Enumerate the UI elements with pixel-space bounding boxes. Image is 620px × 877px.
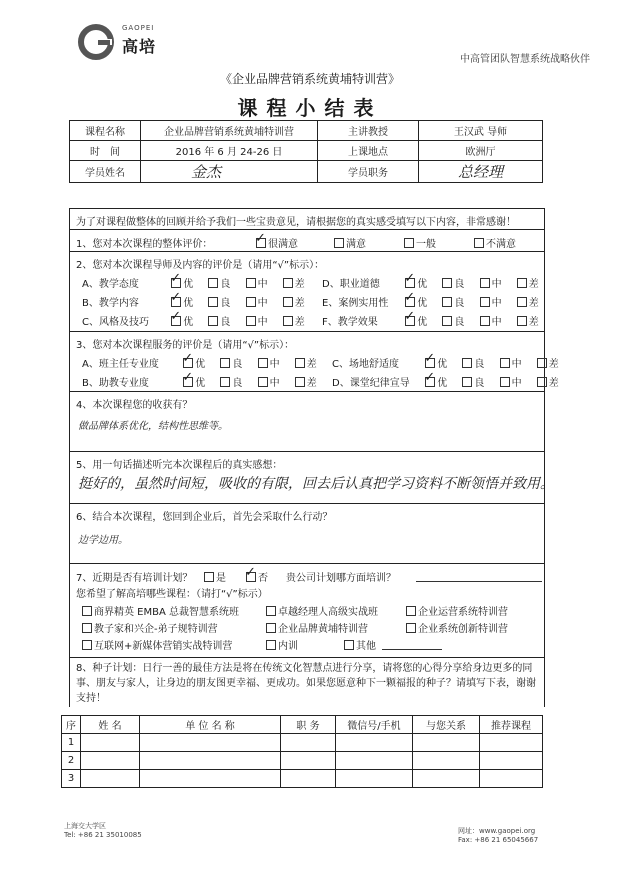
q7-no-option[interactable]: ✓ 否	[246, 569, 268, 584]
info-table	[69, 120, 543, 183]
rating-option[interactable]: 良	[442, 279, 464, 290]
table-cell[interactable]	[480, 770, 543, 788]
table-cell[interactable]	[480, 752, 543, 770]
course-option[interactable]: 内训	[266, 637, 298, 652]
table-cell[interactable]	[480, 734, 543, 752]
course-option[interactable]: 企业运营系统特训营	[406, 603, 508, 618]
checkbox-icon[interactable]	[344, 640, 354, 650]
position-handwritten: 总经理	[457, 163, 503, 181]
q1-option-unsatisfied[interactable]: 不满意	[474, 235, 516, 250]
rating-option[interactable]: 中	[246, 279, 268, 290]
rating-option[interactable]: ✓ 优	[425, 359, 447, 370]
q8-block	[70, 657, 544, 707]
checkbox-checked-icon[interactable]	[183, 358, 193, 368]
rating-option[interactable]: 良	[462, 359, 484, 370]
checkbox-icon[interactable]	[246, 297, 256, 307]
table-row	[62, 734, 543, 752]
rating-option[interactable]: 良	[208, 298, 230, 309]
q1-row	[70, 229, 544, 252]
rating-option[interactable]: ✓ 优	[183, 359, 205, 370]
table-cell[interactable]	[140, 770, 281, 788]
checkbox-icon[interactable]	[246, 316, 256, 326]
rating-option[interactable]: 良	[220, 378, 242, 389]
q6-label: 6、结合本次课程，您回到企业后，首先会采取什么行动？	[76, 512, 333, 523]
checkbox-icon[interactable]	[500, 377, 510, 387]
q2-label: 2、您对本次课程导师及内容的评价是（请用“√”标示）：	[76, 260, 325, 271]
q1-option-satisfied[interactable]: 满意	[334, 235, 366, 250]
rating-option[interactable]: ✓ 优	[183, 378, 205, 389]
q4-answer-handwritten: 做品牌体系优化，结构性思维等。	[78, 421, 228, 432]
checkbox-icon[interactable]	[480, 297, 490, 307]
table-cell[interactable]	[336, 734, 413, 752]
rating-option[interactable]: 良	[220, 359, 242, 370]
table-row	[62, 770, 543, 788]
rating-row	[332, 355, 559, 370]
course-option[interactable]: 企业系统创新特训营	[406, 620, 508, 635]
col-header: 与您关系	[413, 716, 480, 734]
table-row	[62, 752, 543, 770]
row-number: 2	[62, 752, 81, 770]
rating-option[interactable]: 差	[283, 317, 305, 328]
q7-plan-blank[interactable]	[416, 571, 542, 582]
rating-row	[82, 275, 305, 290]
checkbox-icon[interactable]	[258, 358, 268, 368]
course-subtitle: 《企业品牌营销系统黄埔特训营》	[219, 72, 400, 86]
q7-block	[70, 563, 544, 658]
rating-option[interactable]: 良	[208, 279, 230, 290]
position-label: 学员职务	[318, 161, 419, 183]
checkbox-icon[interactable]	[208, 297, 218, 307]
rating-option[interactable]: 中	[480, 317, 502, 328]
rating-row	[82, 294, 305, 309]
checkbox-icon[interactable]	[442, 316, 452, 326]
checkbox-icon[interactable]	[283, 297, 293, 307]
q3-block	[70, 331, 559, 392]
share-table	[61, 715, 543, 788]
table-cell[interactable]	[281, 770, 336, 788]
time-label: 时 间	[70, 141, 141, 161]
checkbox-icon[interactable]	[246, 278, 256, 288]
q7-plan-label: 贵公司计划哪方面培训？	[286, 573, 396, 584]
checkbox-checked-icon[interactable]	[171, 297, 181, 307]
q3-item-label: C、场地舒适度	[332, 359, 399, 370]
checkbox-icon[interactable]	[82, 623, 92, 633]
checkbox-icon[interactable]	[517, 316, 527, 326]
checkbox-icon[interactable]	[266, 640, 276, 650]
checkbox-icon[interactable]	[266, 606, 276, 616]
q5-block	[70, 451, 554, 504]
student-name-label: 学员姓名	[70, 161, 141, 183]
course-name-label: 课程名称	[70, 121, 141, 141]
table-cell[interactable]	[413, 734, 480, 752]
checkbox-icon[interactable]	[204, 572, 214, 582]
checkbox-icon[interactable]	[295, 358, 305, 368]
checkbox-icon[interactable]	[406, 606, 416, 616]
checkbox-icon[interactable]	[480, 316, 490, 326]
brand-english: GAOPEI	[122, 24, 155, 32]
table-cell[interactable]	[413, 752, 480, 770]
rating-option[interactable]: 良	[442, 298, 464, 309]
checkbox-icon[interactable]	[462, 377, 472, 387]
instructor-label: 主讲教授	[318, 121, 419, 141]
checkbox-icon[interactable]	[220, 377, 230, 387]
rating-option[interactable]: 中	[258, 378, 280, 389]
checkbox-checked-icon[interactable]	[425, 377, 435, 387]
q2-block	[70, 251, 544, 332]
table-cell[interactable]	[81, 770, 140, 788]
q6-answer-handwritten: 边学边用。	[78, 535, 128, 546]
checkbox-checked-icon[interactable]	[256, 238, 266, 248]
rating-option[interactable]: 差	[517, 298, 539, 309]
checkbox-checked-icon[interactable]	[405, 316, 415, 326]
course-option[interactable]: 企业品牌黄埔特训营	[266, 620, 368, 635]
footer-website: 网址：www.gaopei.org	[458, 827, 536, 835]
checkbox-checked-icon[interactable]	[246, 572, 256, 582]
rating-option[interactable]: ✓ 优	[171, 279, 193, 290]
q2-item-label: D、职业道德	[322, 279, 380, 290]
other-blank[interactable]	[382, 639, 442, 650]
col-header: 推荐课程	[480, 716, 543, 734]
q2-item-label: B、教学内容	[82, 298, 139, 309]
location-label: 上课地点	[318, 141, 419, 161]
rating-option[interactable]: 中	[480, 279, 502, 290]
table-cell[interactable]	[81, 752, 140, 770]
checkbox-icon[interactable]	[266, 623, 276, 633]
course-option[interactable]: 商界精英 EMBA 总裁智慧系统班	[82, 603, 239, 618]
checkbox-icon[interactable]	[537, 377, 547, 387]
rating-option[interactable]: 中	[258, 359, 280, 370]
checkbox-icon[interactable]	[442, 278, 452, 288]
table-cell[interactable]	[281, 752, 336, 770]
checkbox-icon[interactable]	[537, 358, 547, 368]
rating-row	[82, 374, 317, 389]
col-header: 序	[62, 716, 81, 734]
instructor-value: 王汉武 导师	[419, 121, 543, 141]
course-option[interactable]: 教子家和兴企-弟子规特训营	[82, 620, 218, 635]
q3-item-label: A、班主任专业度	[82, 359, 159, 370]
checkbox-icon[interactable]	[82, 640, 92, 650]
q7-yes-option[interactable]: 是	[204, 569, 226, 584]
checkbox-icon[interactable]	[406, 623, 416, 633]
checkbox-checked-icon[interactable]	[171, 316, 181, 326]
location-value: 欧洲厅	[419, 141, 543, 161]
q3-item-label: D、课堂纪律宣导	[332, 378, 410, 389]
checkbox-checked-icon[interactable]	[405, 278, 415, 288]
rating-option[interactable]: 中	[246, 317, 268, 328]
survey-box	[69, 208, 559, 707]
q5-answer-handwritten: 挺好的，虽然时间短，吸收的有限，回去后认真把学习资料不断领悟并致用。	[78, 476, 554, 492]
rating-option[interactable]: 差	[283, 298, 305, 309]
table-cell[interactable]	[336, 752, 413, 770]
checkbox-icon[interactable]	[462, 358, 472, 368]
intro-row	[70, 209, 544, 230]
rating-option[interactable]: 中	[480, 298, 502, 309]
checkbox-icon[interactable]	[404, 238, 414, 248]
course-name-value: 企业品牌营销系统黄埔特训营	[141, 121, 318, 141]
rating-option[interactable]: ✓ 优	[171, 298, 193, 309]
checkbox-icon[interactable]	[442, 297, 452, 307]
rating-option[interactable]: ✓ 优	[405, 298, 427, 309]
table-cell[interactable]	[413, 770, 480, 788]
rating-option[interactable]: 中	[246, 298, 268, 309]
q4-label: 4、本次课程您的收获有？	[76, 400, 193, 411]
q6-block	[70, 503, 544, 564]
rating-option[interactable]: 差	[283, 279, 305, 290]
q2-item-label: C、风格及技巧	[82, 317, 149, 328]
student-name-handwritten: 金杰	[191, 163, 222, 181]
course-option[interactable]: 其他	[344, 637, 376, 652]
footer-campus: 上海交大学区	[64, 822, 106, 830]
col-header: 职 务	[281, 716, 336, 734]
col-header: 单 位 名 称	[140, 716, 281, 734]
rating-option[interactable]: 中	[500, 378, 522, 389]
q1-option-average[interactable]: 一般	[404, 235, 436, 250]
rating-row	[82, 313, 305, 328]
col-header: 微信号/手机	[336, 716, 413, 734]
row-number: 1	[62, 734, 81, 752]
q1-label: 1、您对本次课程的整体评价：	[76, 239, 213, 250]
rating-option[interactable]: 良	[208, 317, 230, 328]
rating-option[interactable]: ✓ 优	[405, 279, 427, 290]
table-cell[interactable]	[281, 734, 336, 752]
checkbox-icon[interactable]	[82, 606, 92, 616]
checkbox-checked-icon[interactable]	[171, 278, 181, 288]
rating-option[interactable]: 差	[537, 378, 559, 389]
q8-text: 8、种子计划：日行一善的最佳方法是将在传统文化智慧点进行分享，请将您的心得分享给身边更多的同事、朋友与家人，让身边的朋友图更幸福、更成功。如果您愿意种下一颗福报的种子？请填写下表，谢谢支持！	[76, 663, 536, 704]
intro-text: 为了对课程做整体的回顾并给予我们一些宝贵意见，请根据您的真实感受填写以下内容，非常感谢！	[76, 217, 516, 228]
q7-more-label: 您希望了解高培哪些课程：（请打“√”标示）	[76, 589, 268, 600]
q2-item-label: F、教学效果	[322, 317, 378, 328]
checkbox-icon[interactable]	[208, 316, 218, 326]
tagline: 中高管团队智慧系统战略伙伴	[460, 54, 590, 65]
rating-option[interactable]: 差	[295, 359, 317, 370]
checkbox-icon[interactable]	[474, 238, 484, 248]
table-header-row	[62, 716, 543, 734]
form-title: 课程小结表	[237, 96, 383, 120]
checkbox-icon[interactable]	[517, 297, 527, 307]
rating-option[interactable]: 差	[517, 279, 539, 290]
checkbox-icon[interactable]	[295, 377, 305, 387]
rating-row	[322, 313, 539, 328]
checkbox-icon[interactable]	[258, 377, 268, 387]
rating-option[interactable]: ✓ 优	[425, 378, 447, 389]
checkbox-icon[interactable]	[334, 238, 344, 248]
table-cell[interactable]	[336, 770, 413, 788]
footer-tel: Tel: +86 21 35010085	[64, 831, 142, 839]
q5-label: 5、用一句话描述听完本次课程后的真实感想：	[76, 460, 283, 471]
rating-row	[82, 355, 317, 370]
rating-option[interactable]: 差	[517, 317, 539, 328]
rating-option[interactable]: 良	[462, 378, 484, 389]
q2-item-label: E、案例实用性	[322, 298, 389, 309]
checkbox-icon[interactable]	[220, 358, 230, 368]
rating-option[interactable]: 差	[537, 359, 559, 370]
q4-block	[70, 391, 544, 452]
checkbox-checked-icon[interactable]	[425, 358, 435, 368]
q3-label: 3、您对本次课程服务的评价是（请用“√”标示）：	[76, 340, 295, 351]
rating-option[interactable]: 良	[442, 317, 464, 328]
checkbox-icon[interactable]	[500, 358, 510, 368]
rating-row	[322, 294, 539, 309]
checkbox-icon[interactable]	[283, 278, 293, 288]
rating-option[interactable]: ✓ 优	[405, 317, 427, 328]
table-cell[interactable]	[81, 734, 140, 752]
checkbox-icon[interactable]	[208, 278, 218, 288]
q7-label: 7、近期是否有培训计划？	[76, 573, 193, 584]
rating-option[interactable]: 差	[295, 378, 317, 389]
course-option[interactable]: 互联网+新媒体营销实战特训营	[82, 637, 232, 652]
brand-chinese: 高培	[122, 37, 157, 56]
col-header: 姓 名	[81, 716, 140, 734]
rating-row	[322, 275, 539, 290]
time-value: 2016 年 6 月 24-26 日	[141, 141, 318, 161]
rating-option[interactable]: ✓ 优	[171, 317, 193, 328]
q3-item-label: B、助教专业度	[82, 378, 149, 389]
checkbox-checked-icon[interactable]	[183, 377, 193, 387]
course-option[interactable]: 卓越经理人高级实战班	[266, 603, 378, 618]
checkbox-icon[interactable]	[480, 278, 490, 288]
rating-row	[332, 374, 559, 389]
q2-item-label: A、教学态度	[82, 279, 139, 290]
checkbox-icon[interactable]	[283, 316, 293, 326]
rating-option[interactable]: 中	[500, 359, 522, 370]
checkbox-checked-icon[interactable]	[405, 297, 415, 307]
table-cell[interactable]	[140, 752, 281, 770]
footer-fax: Fax: +86 21 65045667	[458, 836, 539, 844]
row-number: 3	[62, 770, 81, 788]
checkbox-icon[interactable]	[517, 278, 527, 288]
q1-option-very-satisfied[interactable]: ✓ 很满意	[256, 235, 298, 250]
table-cell[interactable]	[140, 734, 281, 752]
